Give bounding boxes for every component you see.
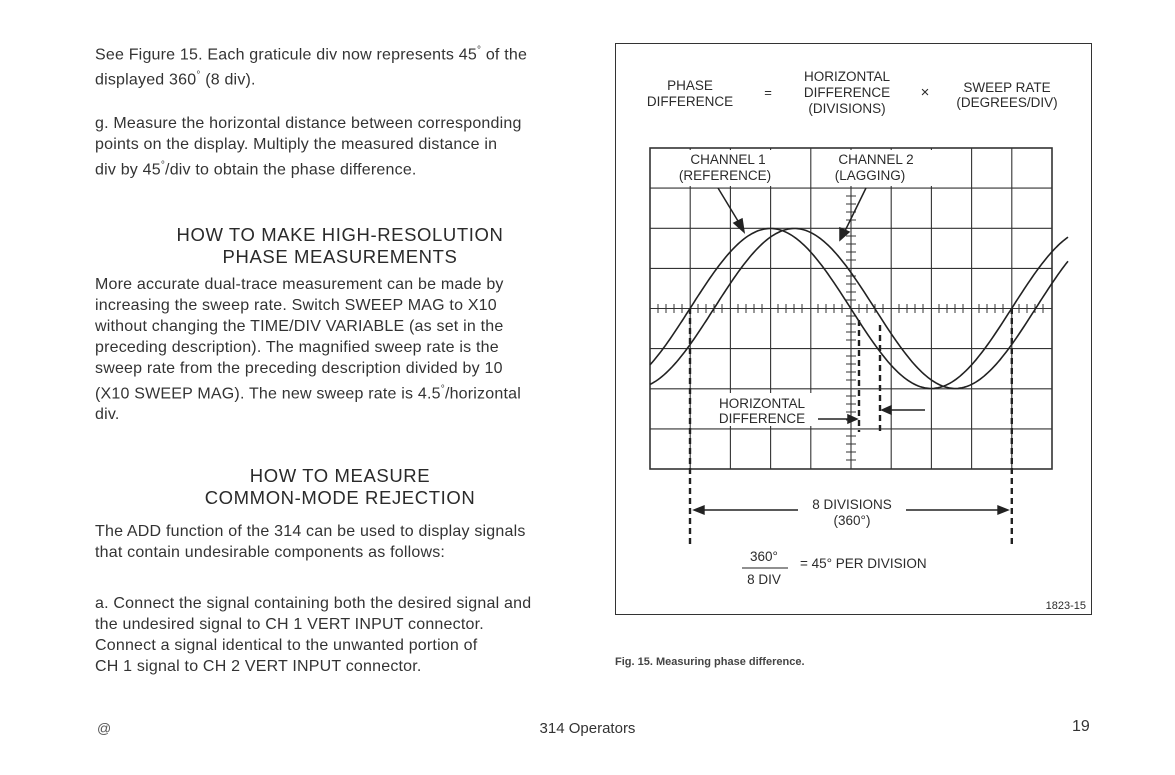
channel-2-label: CHANNEL 2 [838, 152, 914, 167]
paragraph-figure-ref: See Figure 15. Each graticule div now represents 45° of the displayed 360° (8 div). [95, 45, 528, 89]
eq-equals: = [764, 85, 772, 100]
paragraph-step-a: a. Connect the signal containing both the desired signal and the undesired signal to CH 1 VERT INPUT connector. Connect a signal identical to the unwanted portion of CH 1 signal to CH 2 VERT INPUT connector. [95, 595, 532, 676]
eq-sweep-line2: (DEGREES/DIV) [956, 95, 1058, 110]
figure-id: 1823-15 [1045, 600, 1086, 612]
heading-common-mode: HOW TO MEASURE COMMON-MODE REJECTION [204, 465, 476, 509]
label-pointer-arrows [718, 188, 866, 240]
footer-mark: @ [97, 720, 112, 736]
eq-times: × [920, 84, 930, 101]
eq-horizontal-line1: HORIZONTAL [803, 69, 891, 84]
heading-high-resolution: HOW TO MAKE HIGH-RESOLUTION PHASE MEASUREMENTS [176, 223, 504, 267]
divisions-span-label: 8 DIVISIONS [812, 497, 892, 512]
fraction-denominator: 8 DIV [747, 572, 781, 587]
fraction-numerator: 360° [750, 549, 778, 564]
divisions-span-sublabel: (360°) [833, 513, 871, 528]
eq-sweep-line1: SWEEP RATE [963, 80, 1051, 95]
eq-phase-line2: DIFFERENCE [646, 94, 734, 109]
eq-horizontal-line3: (DIVISIONS) [808, 101, 886, 116]
paragraph-add-function: The ADD function of the 314 can be used to display signals that contain undesirable components as follows: [95, 523, 526, 562]
channel-1-label: CHANNEL 1 [690, 152, 766, 167]
page-number: 19 [1072, 718, 1090, 735]
channel-1-sublabel: (REFERENCE) [678, 168, 772, 183]
footer-title: 314 Operators [539, 720, 636, 737]
channel-2-sublabel: (LAGGING) [834, 168, 906, 183]
horizontal-difference-label: HORIZONTAL [718, 396, 806, 411]
fraction-result: = 45° PER DIVISION [800, 556, 927, 571]
paragraph-high-resolution: More accurate dual-trace measurement can be made by increasing the sweep rate. Switch SWEEP MAG to X10 without changing the TIME/DIV VARIABLE (as set in the preceding description). The magnified sweep rate is the sweep rate from the preceding description divided by 10 (X10 SWEEP MAG). The new sweep rate is 4.5°/horizontal div. [95, 275, 521, 424]
difference-arrows [818, 406, 925, 423]
paragraph-step-g: g. Measure the horizontal distance between corresponding points on the display. Multiply the measured distance in div by 45°/div to obtain the phase difference. [95, 114, 522, 178]
eq-horizontal-line2: DIFFERENCE [803, 85, 891, 100]
figure-caption: Fig. 15. Measuring phase difference. [615, 656, 805, 668]
horizontal-difference-sublabel: DIFFERENCE [718, 411, 806, 426]
eq-phase-line1: PHASE [667, 78, 713, 93]
